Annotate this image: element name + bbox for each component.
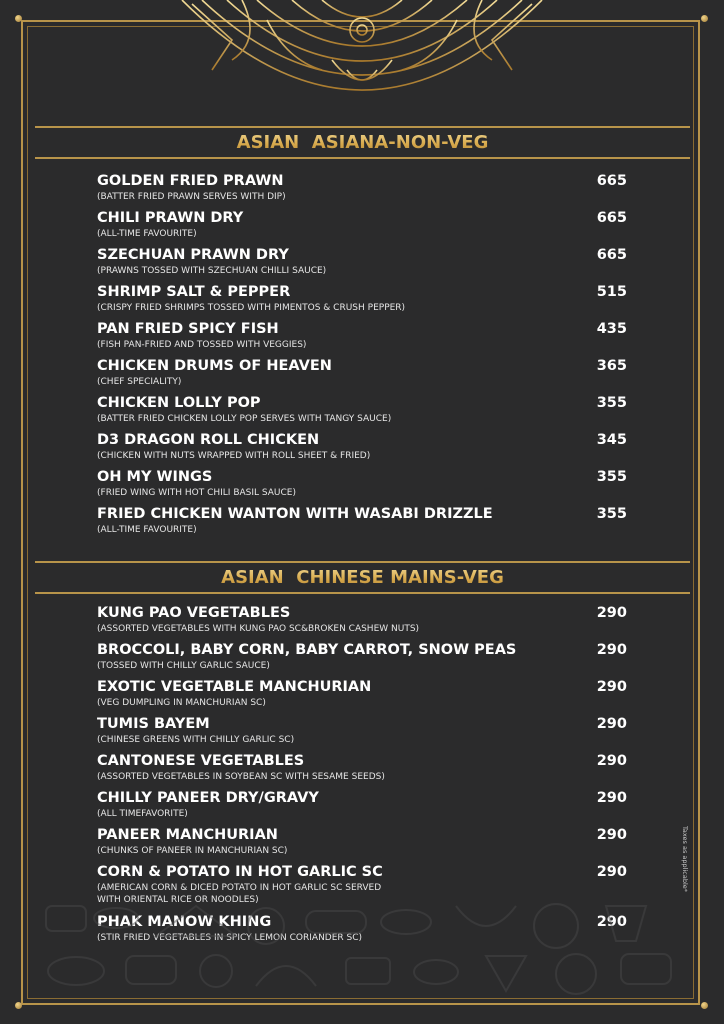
item-description: (ASSORTED VEGETABLES IN SOYBEAN SC WITH SESAME SEEDS): [97, 772, 385, 782]
item-price: 290: [596, 716, 627, 732]
menu-item: [97, 468, 637, 505]
item-name: TUMIS BAYEM: [97, 716, 210, 732]
corner-ornament-bottom-left: [15, 1002, 22, 1009]
item-price: 435: [596, 321, 627, 337]
item-description: (CRISPY FRIED SHRIMPS TOSSED WITH PIMENTOS & CRUSH PEPPER): [97, 303, 406, 313]
item-price: 290: [596, 864, 627, 880]
corner-ornament-top-right: [701, 15, 708, 22]
item-price: 290: [596, 679, 627, 695]
mandala-ornament-icon: [172, 0, 552, 104]
corner-ornament-bottom-right: [701, 1002, 708, 1009]
menu-item: [97, 357, 637, 394]
item-name: CHICKEN LOLLY POP: [97, 395, 261, 411]
item-name: KUNG PAO VEGETABLES: [97, 605, 291, 621]
menu-item: [97, 246, 637, 283]
section-header-asiana-non-veg: [35, 126, 690, 159]
taxes-note: Taxes as applicable*: [681, 826, 689, 892]
item-description: (CHICKEN WITH NUTS WRAPPED WITH ROLL SHEET & FRIED): [97, 451, 371, 461]
item-description: (STIR FRIED VEGETABLES IN SPICY LEMON CORIANDER SC): [97, 933, 363, 943]
menu-item: [97, 715, 637, 752]
item-description: (FISH PAN-FRIED AND TOSSED WITH VEGGIES): [97, 340, 307, 350]
item-description: (ALL-TIME FAVOURITE): [97, 229, 197, 239]
item-name: SZECHUAN PRAWN DRY: [97, 247, 289, 263]
item-price: 665: [596, 173, 627, 189]
item-description: (PRAWNS TOSSED WITH SZECHUAN CHILLI SAUCE): [97, 266, 327, 276]
item-name: GOLDEN FRIED PRAWN: [97, 173, 284, 189]
item-name: PHAK MANOW KHING: [97, 914, 272, 930]
menu-list-asiana-non-veg: [97, 172, 637, 542]
item-price: 355: [596, 469, 627, 485]
corner-ornament-top-left: [15, 15, 22, 22]
item-name: SHRIMP SALT & PEPPER: [97, 284, 291, 300]
item-description: (TOSSED WITH CHILLY GARLIC SAUCE): [97, 661, 270, 671]
item-price: 665: [596, 247, 627, 263]
item-description: (CHINESE GREENS WITH CHILLY GARLIC SC): [97, 735, 295, 745]
menu-item: [97, 320, 637, 357]
item-name: BROCCOLI, BABY CORN, BABY CARROT, SNOW PEAS: [97, 642, 517, 658]
menu-item: [97, 826, 637, 863]
item-price: 355: [596, 395, 627, 411]
section-title: ASIAN CHINESE MAINS-VEG: [35, 563, 690, 592]
item-description: (ALL TIMEFAVORITE): [97, 809, 188, 819]
item-name: EXOTIC VEGETABLE MANCHURIAN: [97, 679, 372, 695]
menu-item: [97, 789, 637, 826]
item-description: (VEG DUMPLING IN MANCHURIAN SC): [97, 698, 266, 708]
item-name: OH MY WINGS: [97, 469, 213, 485]
item-name: CORN & POTATO IN HOT GARLIC SC: [97, 864, 383, 880]
menu-item: [97, 431, 637, 468]
item-name: PAN FRIED SPICY FISH: [97, 321, 279, 337]
menu-item: [97, 505, 637, 542]
item-description: (BATTER FRIED PRAWN SERVES WITH DIP): [97, 192, 286, 202]
item-name: CHILI PRAWN DRY: [97, 210, 244, 226]
item-price: 355: [596, 506, 627, 522]
section-header-chinese-mains-veg: [35, 561, 690, 594]
menu-item: [97, 172, 637, 209]
item-description: (AMERICAN CORN & DICED POTATO IN HOT GARLIC SC SERVED WITH ORIENTAL RICE OR NOODLES): [97, 883, 382, 905]
item-price: 515: [596, 284, 627, 300]
item-name: CANTONESE VEGETABLES: [97, 753, 305, 769]
item-name: CHILLY PANEER DRY/GRAVY: [97, 790, 319, 806]
menu-item: [97, 678, 637, 715]
food-illustration-watermark-icon: [36, 896, 688, 1000]
menu-item: [97, 641, 637, 678]
item-price: 290: [596, 827, 627, 843]
item-description: (CHUNKS OF PANEER IN MANCHURIAN SC): [97, 846, 288, 856]
menu-item: [97, 394, 637, 431]
item-price: 290: [596, 605, 627, 621]
menu-item: [97, 283, 637, 320]
item-description: (ALL-TIME FAVOURITE): [97, 525, 197, 535]
menu-item: [97, 604, 637, 641]
item-name: PANEER MANCHURIAN: [97, 827, 278, 843]
item-name: D3 DRAGON ROLL CHICKEN: [97, 432, 320, 448]
item-price: 290: [596, 914, 627, 930]
item-name: FRIED CHICKEN WANTON WITH WASABI DRIZZLE: [97, 506, 493, 522]
item-price: 290: [596, 753, 627, 769]
section-title: ASIAN ASIANA-NON-VEG: [35, 128, 690, 157]
item-price: 665: [596, 210, 627, 226]
menu-item: [97, 752, 637, 789]
item-description: (FRIED WING WITH HOT CHILI BASIL SAUCE): [97, 488, 296, 498]
item-price: 365: [596, 358, 627, 374]
item-name: CHICKEN DRUMS OF HEAVEN: [97, 358, 332, 374]
menu-item: [97, 209, 637, 246]
item-price: 290: [596, 642, 627, 658]
item-description: (CHEF SPECIALITY): [97, 377, 182, 387]
item-price: 290: [596, 790, 627, 806]
item-description: (ASSORTED VEGETABLES WITH KUNG PAO SC&BROKEN CASHEW NUTS): [97, 624, 420, 634]
item-description: (BATTER FRIED CHICKEN LOLLY POP SERVES WITH TANGY SAUCE): [97, 414, 392, 424]
item-price: 345: [596, 432, 627, 448]
